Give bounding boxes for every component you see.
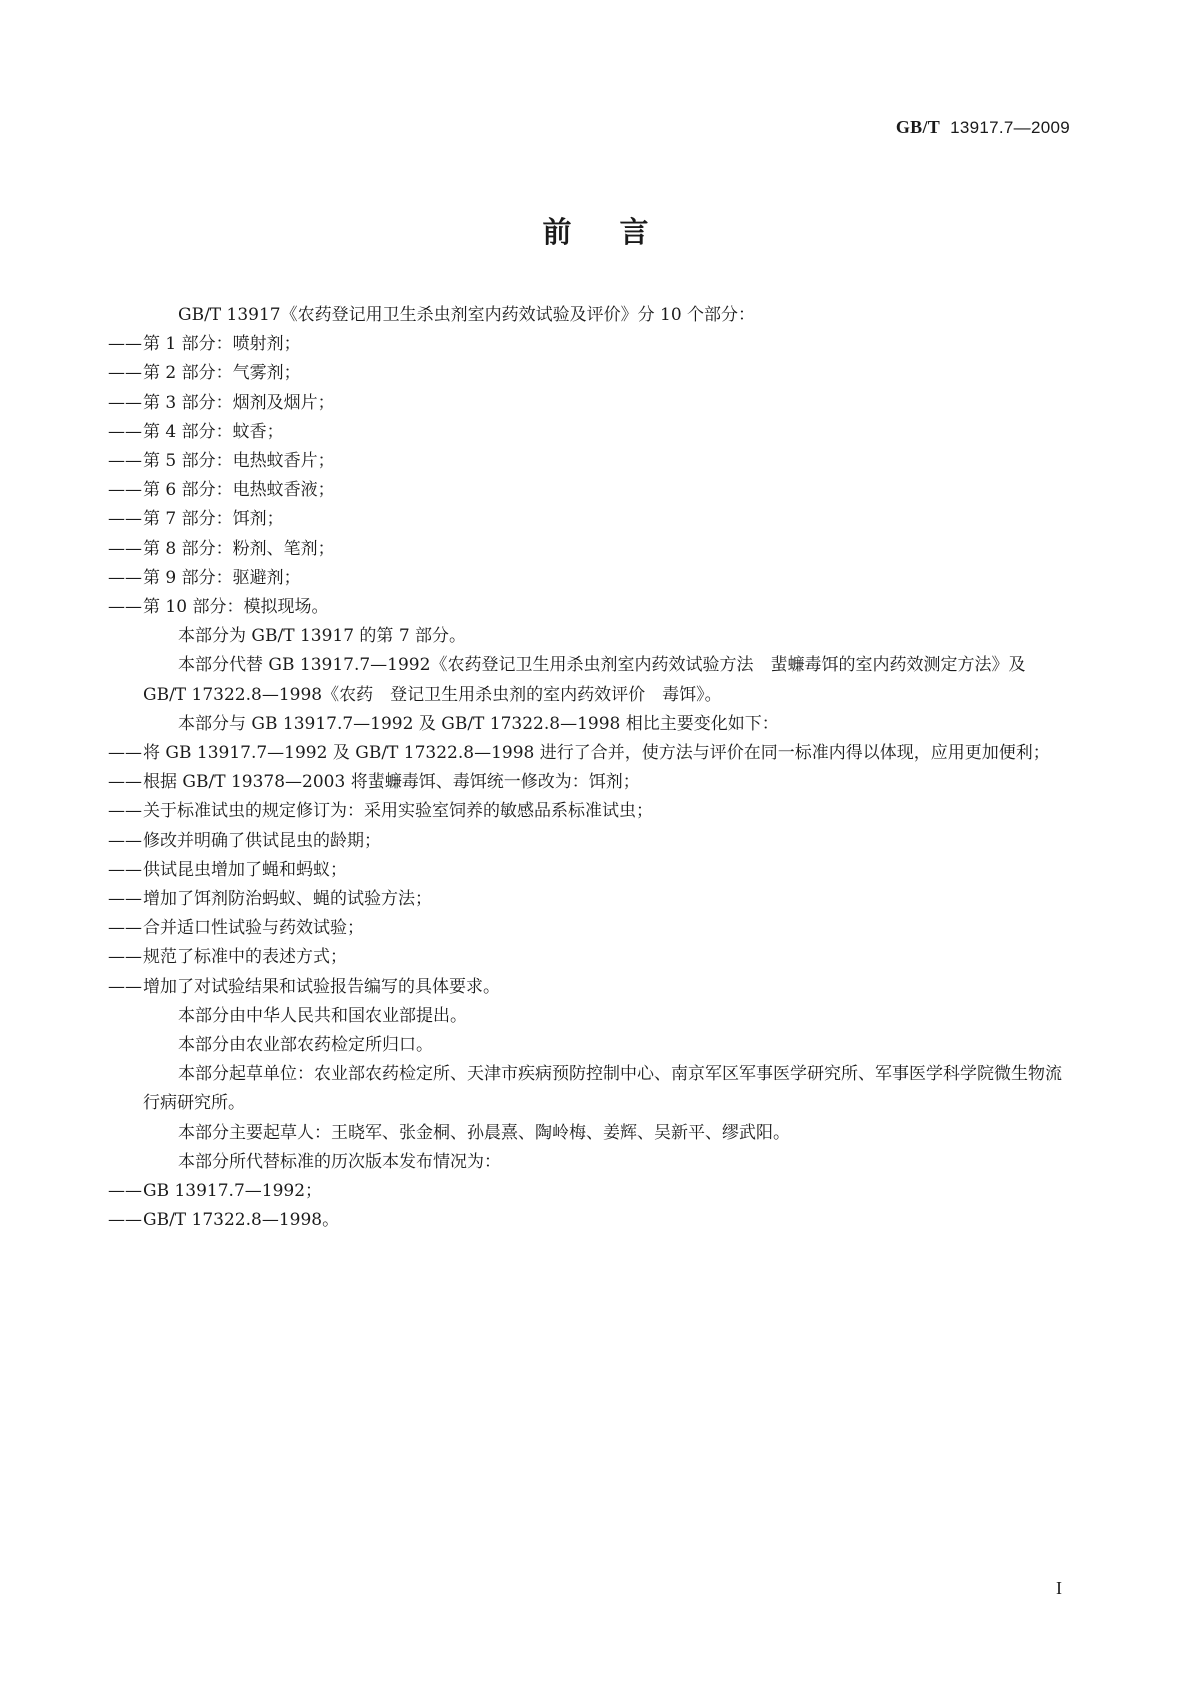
part-item: ——第 7 部分：饵剂； [108, 509, 284, 530]
intro-paragraph: GB/T 13917《农药登记用卫生杀虫剂室内药效试验及评价》分 10 个部分： [178, 305, 756, 325]
standard-prefix: GB/T [895, 117, 941, 137]
part-statement: 本部分为 GB/T 13917 的第 7 部分。 [178, 626, 467, 647]
part-item: ——第 2 部分：气雾剂； [108, 363, 301, 384]
part-item: ——第 6 部分：电热蚊香液； [108, 480, 335, 501]
change-item: ——增加了对试验结果和试验报告编写的具体要求。 [108, 976, 500, 997]
drafters: 本部分主要起草人：王晓军、张金桐、孙晨熹、陶岭梅、姜辉、吴新平、缪武阳。 [178, 1122, 790, 1143]
document-body [108, 301, 1063, 1236]
changes-intro: 本部分与 GB 13917.7—1992 及 GB/T 17322.8—1998 相比主要变化如下： [178, 713, 779, 734]
page-header [896, 117, 1070, 138]
change-item: ——规范了标准中的表述方式； [108, 947, 347, 968]
change-item: ——根据 GB/T 19378—2003 将蜚蠊毒饵、毒饵统一修改为：饵剂； [108, 772, 640, 793]
part-item: ——第 1 部分：喷射剂； [108, 334, 301, 355]
history-item: ——GB/T 17322.8—1998。 [108, 1210, 340, 1231]
history-intro: 本部分所代替标准的历次版本发布情况为： [178, 1151, 501, 1172]
part-item: ——第 4 部分：蚊香； [108, 421, 284, 442]
history-item: ——GB 13917.7—1992； [108, 1181, 323, 1202]
change-item: ——关于标准试虫的规定修订为：采用实验室饲养的敏感品系标准试虫； [108, 801, 653, 822]
replaces-paragraph: 本部分代替 GB 13917.7—1992《农药登记卫生用杀虫剂室内药效试验方法 蜚蠊毒饵的室内药效测定方法》及 GB/T 17322.8—1998《农药 登记卫生用杀虫剂的室内药效评价 毒饵》。 [143, 655, 1026, 705]
centralized-by: 本部分由农业部农药检定所归口。 [178, 1035, 433, 1056]
standard-code: 13917.7—2009 [950, 118, 1070, 137]
change-item: ——增加了饵剂防治蚂蚁、蝇的试验方法； [108, 889, 432, 910]
part-item: ——第 5 部分：电热蚊香片； [108, 451, 335, 472]
part-item: ——第 3 部分：烟剂及烟片； [108, 392, 335, 413]
proposed-by: 本部分由中华人民共和国农业部提出。 [178, 1005, 467, 1026]
change-item: ——供试昆虫增加了蝇和蚂蚁； [108, 859, 347, 880]
part-item: ——第 9 部分：驱避剂； [108, 567, 301, 588]
page-number: I [1056, 1578, 1062, 1598]
drafting-units: 本部分起草单位：农业部农药检定所、天津市疾病预防控制中心、南京军区军事医学研究所、军事医学科学院微生物流行病研究所。 [143, 1064, 1062, 1114]
page-title: 前言 [542, 215, 697, 249]
part-item: ——第 10 部分：模拟现场。 [108, 597, 329, 618]
change-item: ——修改并明确了供试昆虫的龄期； [108, 830, 381, 851]
change-item: ——合并适口性试验与药效试验； [108, 918, 364, 939]
part-item: ——第 8 部分：粉剂、笔剂； [108, 538, 335, 559]
change-item: ——将 GB 13917.7—1992 及 GB/T 17322.8—1998 进行了合并，使方法与评价在同一标准内得以体现，应用更加便利； [108, 743, 1050, 764]
